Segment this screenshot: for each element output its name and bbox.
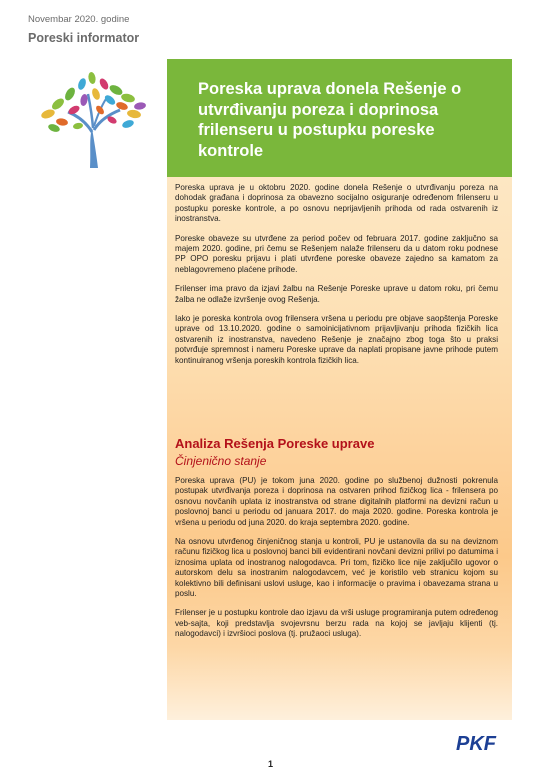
section-heading: Analiza Rešenja Poreske uprave [175, 436, 375, 451]
page-number: 1 [268, 759, 274, 769]
analysis-section [175, 436, 498, 649]
intro-paragraph: Poreske obaveze su utvrđene za period počev od februara 2017. godine zaključno sa majem 2020. godine, pri čemu se Rešenjem nalaže frilenseru da u datom roku podnese PP OPO poresku prijavu i plati utvrđene poreske obaveze zajedno sa kamatom za neblagovremeno plaćene prihode. [175, 233, 498, 274]
series-title: Poreski informator [28, 31, 140, 45]
title-banner [167, 59, 512, 177]
pkf-logo [456, 733, 508, 753]
tree-illustration [28, 70, 158, 170]
article-title: Poreska uprava donela Rešenje o utvrđivanju poreza i doprinosa frilenseru u postupku poreske kontrole [198, 80, 462, 160]
subsection-heading: Činjenično stanje [175, 454, 267, 468]
intro-paragraph: Poreska uprava je u oktobru 2020. godine donela Rešenje o utvrđivanju poreza na dohodak građana i doprinosa za obavezno socijalno osiguranje određenom frilenseru u postupku poreske kontrole, a po osnovu neprijavljenih prihoda od rada ostvarenih iz inostranstva. [175, 183, 498, 224]
intro-paragraph: Frilenser ima pravo da izjavi žalbu na Rešenje Poreske uprave u datom roku, pri čemu žalba ne odlaže izvršenje ovog Rešenja. [175, 284, 498, 304]
analysis-paragraph: Frilenser je u postupku kontrole dao izjavu da vrši usluge programiranja putem određenog veb-sajta, koji predstavlja svojevrsnu berzu rada na kojoj se javljaju klijenti (tj. nalogodavci) i izvršioci poslova (tj. pružaoci usluga). [175, 608, 498, 639]
intro-section [175, 183, 498, 375]
document-date: Novembar 2020. godine [28, 14, 130, 25]
analysis-paragraph: Poreska uprava (PU) je tokom juna 2020. godine po službenoj dužnosti pokrenula postupak utvrđivanja poreza i doprinosa na ostvaren prihod fizičkog lica - frilensera po osnovu novčanih uplata iz inostranstva od strane digitalnih platformi na devizni račun u poslovnoj banci u periodu od januara 2017. do maja 2020. godine. Poreska kontrola je vršena u periodu od juna 2020. do kraja septembra 2020. godine. [175, 476, 498, 527]
svg-text:PKF: PKF [456, 733, 496, 753]
analysis-paragraph: Na osnovu utvrđenog činjeničnog stanja u kontroli, PU je ustanovila da su na deviznom računu fizičkog lica u poslovnoj banci bili evidentirani novčani devizni prilivi po datumima i iznosima uplata od inostranog nalogodavca. Pri tom, fizičko lice nije zaključilo ugovor o autorskom delu sa inostranim nalogodavcem, već je koristilo veb stranicu kojom su kolektivno bili definisani uslovi usluge, kao i informacije o pravima i obavezama strana u poslu. [175, 537, 498, 599]
intro-paragraph: Iako je poreska kontrola ovog frilensera vršena u periodu pre objave saopštenja Poreske uprave od 13.10.2020. godine o samoinicijativnom prijavljivanju prihoda fizičkih lica ostvarenih iz inostranstva, navedeno Rešenje je značajno zbog toga što u praksi potvrđuje spremnost i nameru Poreske uprave da naplati propisane javne prihode putem kontinuiranog vršenja poreskih kontrola fizičkih lica. [175, 314, 498, 365]
